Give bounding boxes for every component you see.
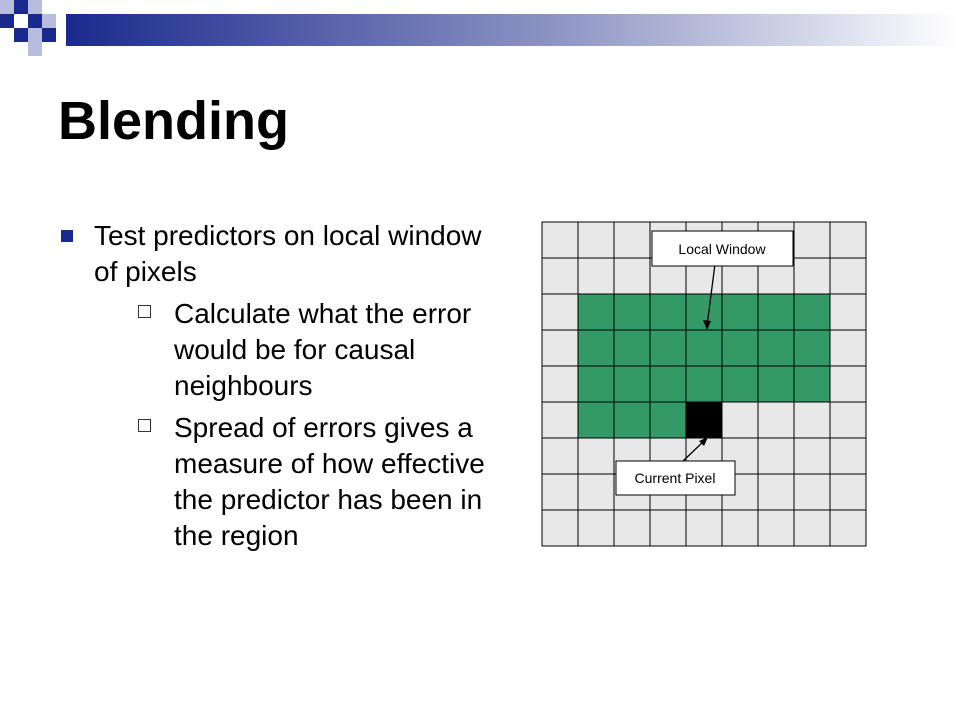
window-cell (650, 366, 686, 402)
grid-cell (794, 402, 830, 438)
window-cell (614, 402, 650, 438)
grid-cell (614, 222, 650, 258)
header-square (0, 14, 14, 28)
grid-cell (794, 258, 830, 294)
window-cell (686, 330, 722, 366)
sub-bullet-text: Calculate what the error would be for causal neighbours (174, 298, 472, 401)
grid-cell (542, 294, 578, 330)
slide-title: Blending (58, 91, 289, 151)
grid-cell (542, 330, 578, 366)
grid-cell (830, 366, 866, 402)
header-square (28, 42, 42, 56)
sub-bullet-text: Spread of errors gives a measure of how effective the predictor has been in the region (174, 412, 485, 551)
header-square (42, 28, 56, 42)
grid-cell (794, 474, 830, 510)
grid-cell (722, 510, 758, 546)
grid-cell (542, 222, 578, 258)
pixel-grid-diagram (530, 210, 880, 560)
header-gradient-bar (66, 14, 960, 46)
grid-cell (830, 510, 866, 546)
grid-cell (758, 510, 794, 546)
grid-cell (614, 510, 650, 546)
pixel-grid (542, 222, 866, 546)
local-window-label: Local Window (678, 241, 766, 257)
window-cell (650, 330, 686, 366)
window-cell (614, 294, 650, 330)
grid-cell (578, 222, 614, 258)
grid-cell (830, 222, 866, 258)
grid-cell (830, 474, 866, 510)
current-pixel-label: Current Pixel (634, 470, 716, 486)
local-window-callout (652, 231, 793, 266)
grid-cell (830, 438, 866, 474)
window-cell (758, 366, 794, 402)
window-cell (722, 366, 758, 402)
window-cell (722, 294, 758, 330)
current-pixel-cell (686, 402, 722, 438)
window-cell (614, 330, 650, 366)
grid-cell (830, 258, 866, 294)
window-cell (722, 330, 758, 366)
header-square (14, 28, 28, 42)
grid-cell (578, 474, 614, 510)
grid-cell (542, 510, 578, 546)
grid-cell (542, 366, 578, 402)
window-cell (578, 402, 614, 438)
grid-cell (830, 330, 866, 366)
grid-cell (758, 438, 794, 474)
window-cell (794, 330, 830, 366)
window-cell (794, 366, 830, 402)
hollow-square-bullet-icon (138, 305, 151, 318)
grid-cell (686, 510, 722, 546)
grid-cell (542, 438, 578, 474)
grid-cell (830, 294, 866, 330)
grid-cell (794, 438, 830, 474)
window-cell (650, 402, 686, 438)
square-bullet-icon (61, 230, 73, 242)
header-square (28, 14, 42, 28)
grid-cell (542, 258, 578, 294)
grid-cell (542, 474, 578, 510)
header-square (42, 14, 56, 28)
window-cell (614, 366, 650, 402)
header-square (14, 14, 28, 28)
grid-cell (794, 222, 830, 258)
window-cell (686, 366, 722, 402)
header-square (14, 0, 28, 14)
bullet-text: Test predictors on local window of pixels (94, 220, 482, 287)
window-cell (578, 294, 614, 330)
grid-cell (830, 402, 866, 438)
bullet-item (58, 218, 508, 554)
header-square (28, 28, 42, 42)
grid-cell (542, 402, 578, 438)
window-cell (794, 294, 830, 330)
sub-bullet-list (94, 296, 508, 554)
window-cell (578, 366, 614, 402)
grid-cell (578, 510, 614, 546)
grid-cell (722, 402, 758, 438)
sub-bullet-item (94, 296, 508, 404)
sub-bullet-item (94, 410, 508, 554)
bullet-list (58, 218, 508, 554)
grid-cell (614, 258, 650, 294)
header-square (0, 0, 14, 14)
current-pixel-callout (616, 461, 735, 495)
header-square (28, 0, 42, 14)
window-cell (650, 294, 686, 330)
hollow-square-bullet-icon (138, 419, 151, 432)
window-cell (578, 330, 614, 366)
grid-cell (794, 510, 830, 546)
grid-cell (758, 474, 794, 510)
grid-cell (758, 402, 794, 438)
window-cell (758, 330, 794, 366)
grid-cell (650, 510, 686, 546)
window-cell (758, 294, 794, 330)
grid-cell (578, 438, 614, 474)
grid-cell (578, 258, 614, 294)
header-decoration (0, 0, 960, 60)
window-cell (686, 294, 722, 330)
